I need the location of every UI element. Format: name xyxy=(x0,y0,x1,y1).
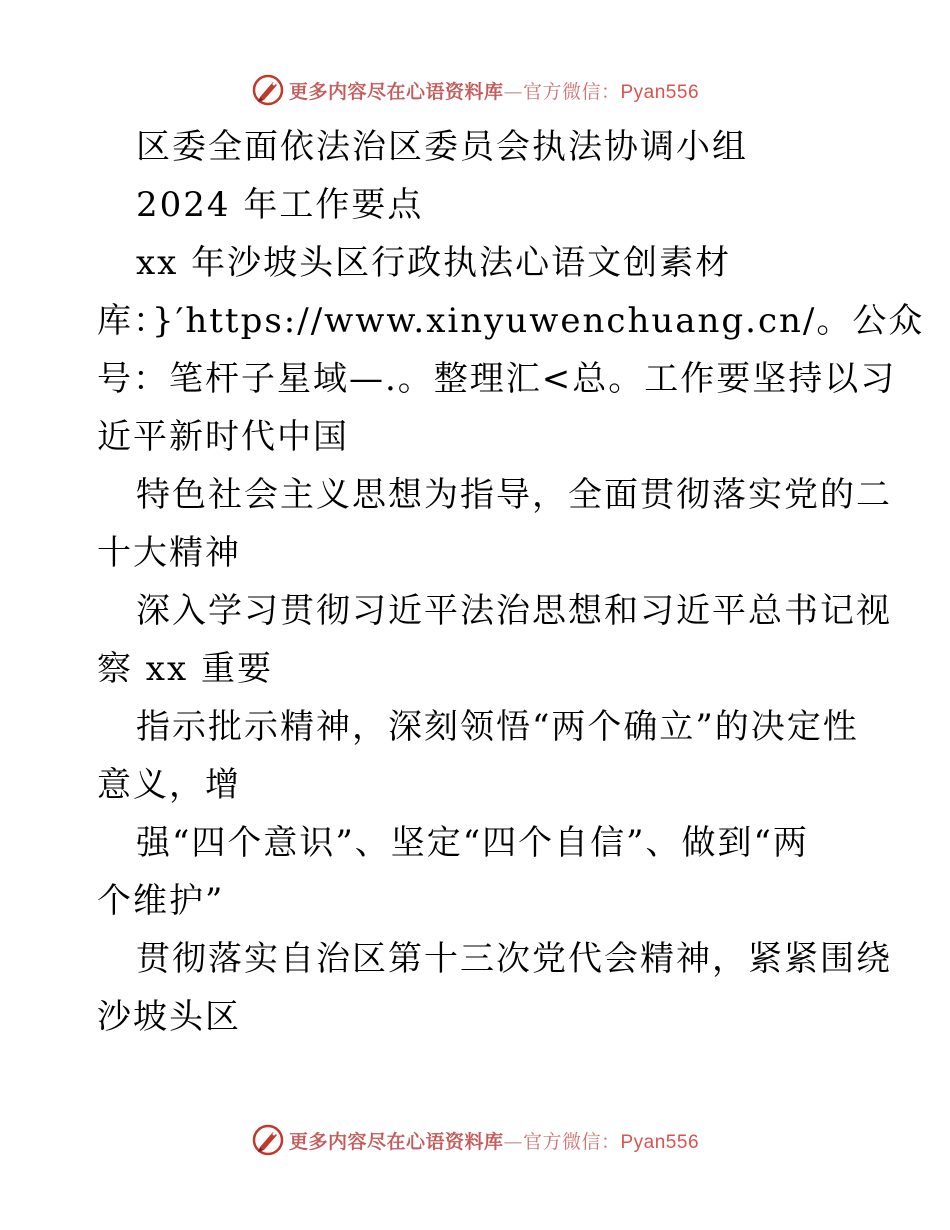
doc-line: 指示批示精神，深刻领悟“两个确立”的决定性 xyxy=(136,707,859,747)
header-wechat-id: Pyan556 xyxy=(620,81,700,103)
doc-line: 号：笔杆子星域—.。整理汇<总。工作要坚持以习 xyxy=(97,359,897,399)
doc-line: xx 年沙坡头区行政执法心语文创素材 xyxy=(136,243,732,283)
doc-line: 沙坡头区 xyxy=(97,997,241,1037)
footer-wechat-label: 官方微信： xyxy=(522,1130,621,1153)
footer-site-name: 更多内容尽在心语资料库 xyxy=(288,1130,504,1153)
doc-line: 深入学习贯彻习近平法治思想和习近平总书记视 xyxy=(136,591,892,631)
footer-wechat-id: Pyan556 xyxy=(620,1131,700,1153)
doc-line-title-1: 区委全面依法治区委员会执法协调小组 xyxy=(136,127,748,167)
doc-line: 个维护” xyxy=(97,881,225,921)
doc-line: 近平新时代中国 xyxy=(97,417,349,457)
footer-banner-text xyxy=(289,1127,699,1154)
header-banner-text xyxy=(289,77,699,104)
doc-line: 强“四个意识”、坚定“四个自信”、做到“两 xyxy=(136,823,809,863)
header-wechat-label: 官方微信： xyxy=(522,80,621,103)
footer-banner xyxy=(0,1120,950,1160)
pen-logo-icon xyxy=(251,73,285,107)
doc-line: 贯彻落实自治区第十三次党代会精神，紧紧围绕 xyxy=(136,939,892,979)
doc-line: 十大精神 xyxy=(97,533,241,573)
doc-line: 特色社会主义思想为指导，全面贯彻落实党的二 xyxy=(136,475,892,515)
doc-line: 察 xx 重要 xyxy=(97,649,273,689)
doc-line: 库：}′https://www.xinyuwenchuang.cn/。公众 xyxy=(97,301,925,341)
document-body xyxy=(97,118,925,1046)
header-dash: — xyxy=(503,80,523,103)
header-banner xyxy=(0,70,950,110)
footer-dash: — xyxy=(503,1130,523,1153)
doc-line: 意义，增 xyxy=(97,765,241,805)
pen-logo-icon xyxy=(251,1123,285,1157)
header-site-name: 更多内容尽在心语资料库 xyxy=(288,80,504,103)
doc-line-title-2: 2024 年工作要点 xyxy=(136,185,424,225)
